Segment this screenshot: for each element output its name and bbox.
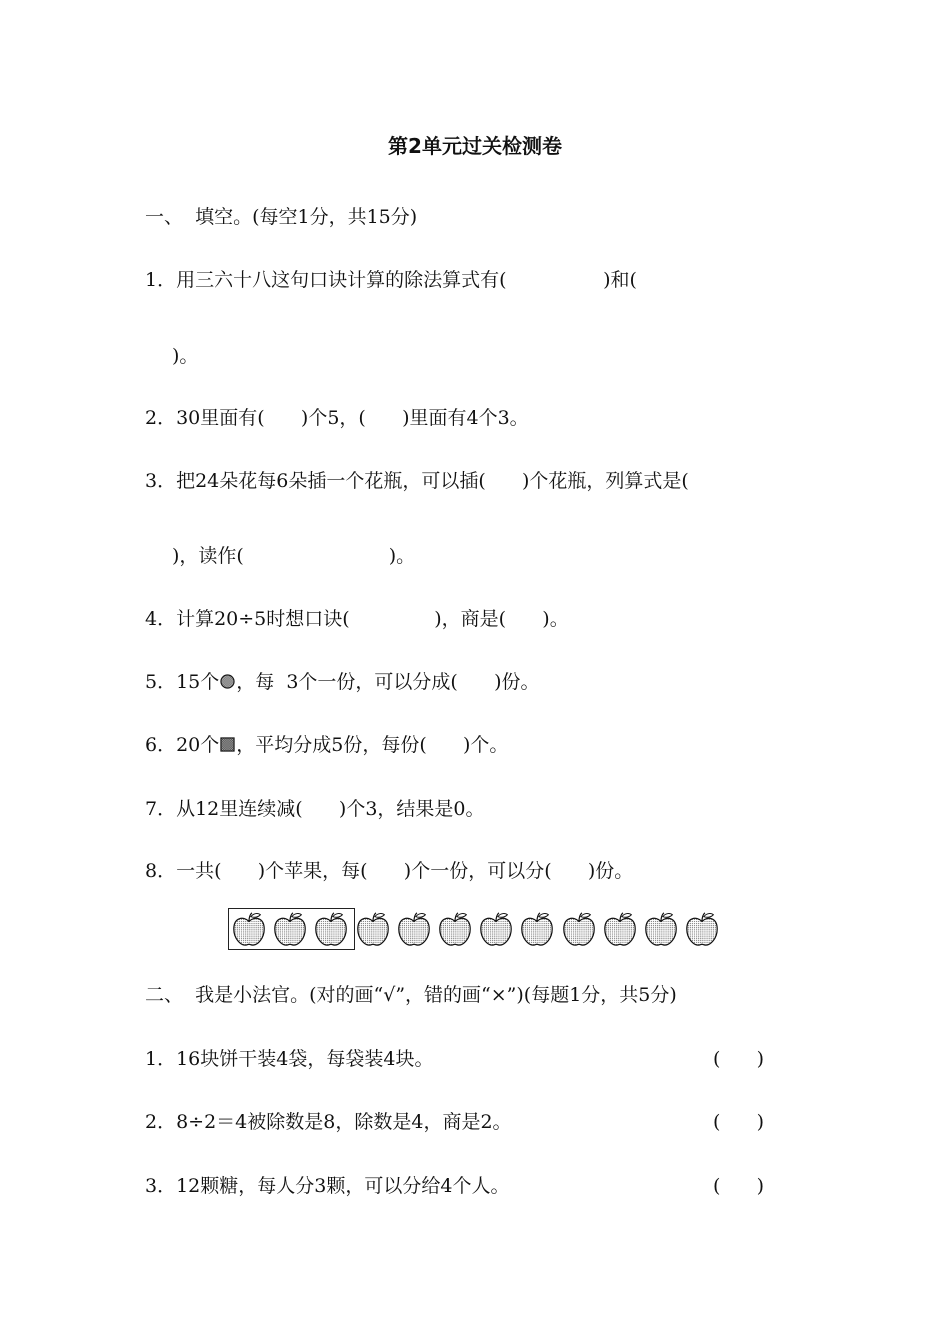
page-title: 第2单元过关检测卷: [388, 134, 562, 158]
judge-answer-2: ( ): [713, 1111, 765, 1133]
judge-answer-3: ( ): [713, 1175, 765, 1197]
question-1-line1: 1．用三六十八这句口诀计算的除法算式有( )和(: [145, 269, 637, 291]
apple-icon: [601, 910, 639, 948]
apple-icon: [683, 910, 721, 948]
question-2: 2．30里面有( )个5，( )里面有4个3。: [145, 407, 529, 429]
question-1-line2: )。: [172, 345, 199, 367]
judge-answer-1: ( ): [713, 1048, 765, 1070]
question-6-prefix: 6．20个: [145, 734, 220, 756]
apple-icon: [642, 910, 680, 948]
question-3-line2: )，读作( )。: [172, 545, 416, 567]
question-5: [145, 669, 540, 695]
apple-row: [228, 908, 728, 952]
section1-heading: 一、 填空。(每空1分，共15分): [145, 206, 418, 228]
square-icon: [220, 737, 235, 752]
apple-icon: [560, 910, 598, 948]
judge-item-1: 1．16块饼干装4袋，每袋装4块。: [145, 1048, 434, 1070]
apple-icon: [436, 910, 474, 948]
question-7: 7．从12里连续减( )个3，结果是0。: [145, 798, 485, 820]
apple-icon: [395, 910, 433, 948]
apple-icon: [271, 910, 309, 948]
section2-heading: 二、 我是小法官。(对的画“√”，错的画“×”)(每题1分，共5分): [145, 984, 677, 1006]
apple-icon: [230, 910, 268, 948]
question-5-prefix: 5．15个: [145, 671, 220, 693]
question-4: 4．计算20÷5时想口诀( )，商是( )。: [145, 608, 569, 630]
apple-icon: [477, 910, 515, 948]
apple-icon: [312, 910, 350, 948]
question-8: 8．一共( )个苹果，每( )个一份，可以分( )份。: [145, 860, 634, 882]
question-6-suffix: ，平均分成5份，每份( )个。: [236, 734, 509, 756]
question-6: [145, 732, 508, 758]
judge-item-2: 2．8÷2＝4被除数是8，除数是4，商是2。: [145, 1111, 512, 1133]
question-5-suffix: ，每 3个一份，可以分成( )份。: [236, 671, 540, 693]
question-3-line1: 3．把24朵花每6朵插一个花瓶，可以插( )个花瓶，列算式是(: [145, 470, 689, 492]
apple-icon: [518, 910, 556, 948]
ball-icon: [220, 674, 235, 689]
judge-item-3: 3．12颗糖，每人分3颗，可以分给4个人。: [145, 1175, 510, 1197]
apple-icon: [354, 910, 392, 948]
